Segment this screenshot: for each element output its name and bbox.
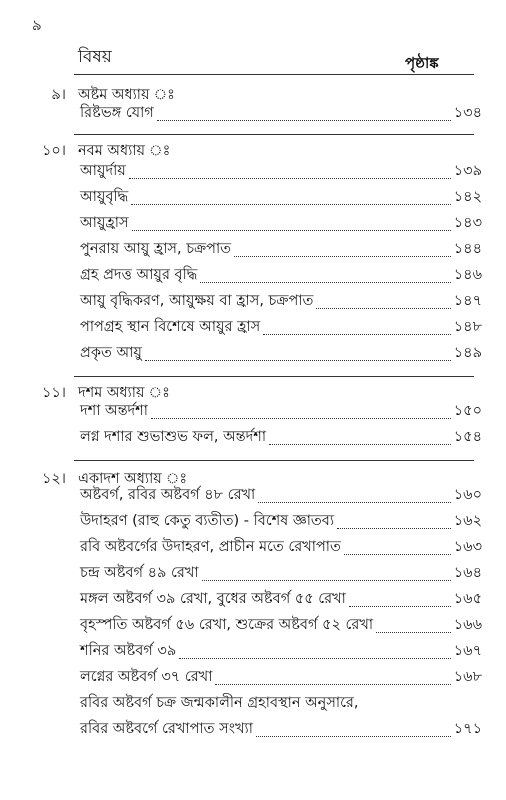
entry-page: ১৪৭	[453, 293, 482, 309]
dot-leader	[376, 632, 451, 633]
toc-entry	[80, 212, 482, 236]
section-number: ১০।	[41, 143, 66, 159]
toc-entry	[80, 290, 482, 314]
entry-page: ১৪২	[453, 189, 482, 205]
dot-leader	[200, 282, 450, 283]
entry-page: ১৫০	[453, 403, 482, 419]
dot-leader	[269, 444, 451, 445]
entry-text: লগ্ন দশার শুভাশুভ ফল, অন্তর্দশা	[80, 429, 267, 445]
entry-text: আয়ুহ্রাস	[80, 215, 129, 231]
entry-text: রবির অষ্টবর্গ চক্র জন্মকালীন গ্রহাবস্থান অনুসারে,	[80, 695, 359, 711]
entry-page: ১৬৪	[453, 565, 482, 581]
toc-entry	[80, 510, 482, 534]
entry-page: ১৬৭	[453, 643, 482, 659]
dot-leader	[129, 178, 451, 179]
section-rule	[74, 460, 474, 461]
toc-entry	[80, 186, 482, 210]
entry-page: ১৪৮	[453, 319, 482, 335]
entry-text: আয়ুবৃদ্ধি	[80, 189, 129, 205]
toc-entry	[80, 588, 482, 612]
dot-leader	[337, 528, 451, 529]
toc-entry	[80, 342, 482, 366]
dot-leader	[131, 204, 450, 205]
entry-text: রিষ্টভঙ্গ যোগ	[80, 105, 154, 121]
dot-leader	[263, 334, 451, 335]
section-rule	[74, 74, 474, 75]
toc-entry	[80, 102, 482, 126]
toc-entry	[80, 316, 482, 340]
entry-page: ১৬৮	[453, 669, 482, 685]
entry-text: আয়ুর্দায়	[80, 163, 126, 179]
entry-text: অষ্টবর্গ, রবির অষ্টবর্গ ৪৮ রেখা	[80, 487, 256, 503]
dot-leader	[215, 684, 450, 685]
toc-entry	[80, 640, 482, 664]
dot-leader	[316, 308, 450, 309]
entry-text: রবি অষ্টবর্গের উদাহরণ, প্রাচীন মতে রেখাপাত	[80, 539, 341, 555]
entry-text: উদাহরণ (রাহু কেতু ব্যতীত) - বিশেষ জ্ঞাতব্য	[80, 513, 335, 529]
entry-text: দশা অন্তর্দশা	[80, 403, 148, 419]
entry-text: প্রকৃত আয়ু	[80, 345, 142, 361]
section-title: একাদশ অধ্যায় ঃ	[78, 471, 188, 487]
toc-entry	[80, 562, 482, 586]
toc-entry	[80, 692, 359, 716]
toc-entry	[80, 264, 482, 288]
entry-text: পুনরায় আয়ু হ্রাস, চক্রপাত	[80, 241, 232, 257]
entry-text: পাপগ্রহ স্থান বিশেষে আয়ুর হ্রাস	[80, 319, 261, 335]
entry-page: ১৬২	[453, 513, 482, 529]
entry-text: রবির অষ্টবর্গে রেখাপাত সংখ্যা	[80, 721, 253, 737]
entry-page: ১৩৯	[453, 163, 482, 179]
section-rule	[74, 376, 474, 377]
section-title: অষ্টম অধ্যায় ঃ	[78, 87, 175, 103]
section-title: নবম অধ্যায় ঃ	[78, 143, 171, 159]
dot-leader	[234, 256, 451, 257]
header-subject: বিষয়	[78, 47, 112, 67]
entry-page: ১৬০	[453, 487, 482, 503]
toc-entry	[80, 718, 482, 742]
toc-entry	[80, 238, 482, 262]
entry-page: ১৪৪	[453, 241, 482, 257]
dot-leader	[202, 580, 451, 581]
entry-text: লগ্নের অষ্টবর্গ ৩৭ রেখা	[80, 669, 213, 685]
section-number: ৯।	[51, 87, 66, 103]
dot-leader	[132, 230, 451, 231]
entry-page: ১৪৬	[453, 267, 482, 283]
dot-leader	[157, 120, 451, 121]
toc-entry	[80, 536, 482, 560]
section-number: ১১।	[41, 385, 66, 401]
dot-leader	[344, 554, 451, 555]
entry-page: ১৫৪	[453, 429, 482, 445]
dot-leader	[145, 360, 451, 361]
dot-leader	[179, 658, 450, 659]
entry-text: বৃহস্পতি অষ্টবর্গ ৫৬ রেখা, শুক্রের অষ্টবর্গ ৫২ রেখা	[80, 617, 374, 633]
page-number: ৯	[32, 16, 42, 34]
dot-leader	[349, 606, 451, 607]
toc-entry	[80, 160, 482, 184]
entry-page: ১৭১	[453, 721, 482, 737]
dot-leader	[258, 502, 450, 503]
section-rule	[74, 134, 474, 135]
section-number: ১২।	[41, 471, 66, 487]
toc-entry	[80, 484, 482, 508]
entry-page: ১৬৫	[453, 591, 482, 607]
entry-text: গ্রহ প্রদত্ত আয়ুর বৃদ্ধি	[80, 267, 198, 283]
entry-page: ১৬৬	[453, 617, 482, 633]
entry-text: মঙ্গল অষ্টবর্গ ৩৯ রেখা, বুধের অষ্টবর্গ ৫৫ রেখা	[80, 591, 346, 607]
entry-text: শনির অষ্টবর্গ ৩৯	[80, 643, 177, 659]
toc-entry	[80, 666, 482, 690]
entry-text: চন্দ্র অষ্টবর্গ ৪৯ রেখা	[80, 565, 199, 581]
entry-page: ১৬৩	[453, 539, 482, 555]
toc-entry	[80, 426, 482, 450]
toc-entry	[80, 614, 482, 638]
toc-entry	[80, 400, 482, 424]
dot-leader	[256, 736, 451, 737]
dot-leader	[151, 418, 451, 419]
entry-page: ১৪৩	[453, 215, 482, 231]
entry-text: আয়ু বৃদ্ধিকরণ, আয়ুক্ষয় বা হ্রাস, চক্রপাত	[80, 293, 314, 309]
header-page-column: পৃষ্ঠাঙ্ক	[405, 54, 439, 72]
entry-page: ১৩৪	[453, 105, 482, 121]
entry-page: ১৪৯	[453, 345, 482, 361]
section-title: দশম অধ্যায় ঃ	[78, 385, 170, 401]
